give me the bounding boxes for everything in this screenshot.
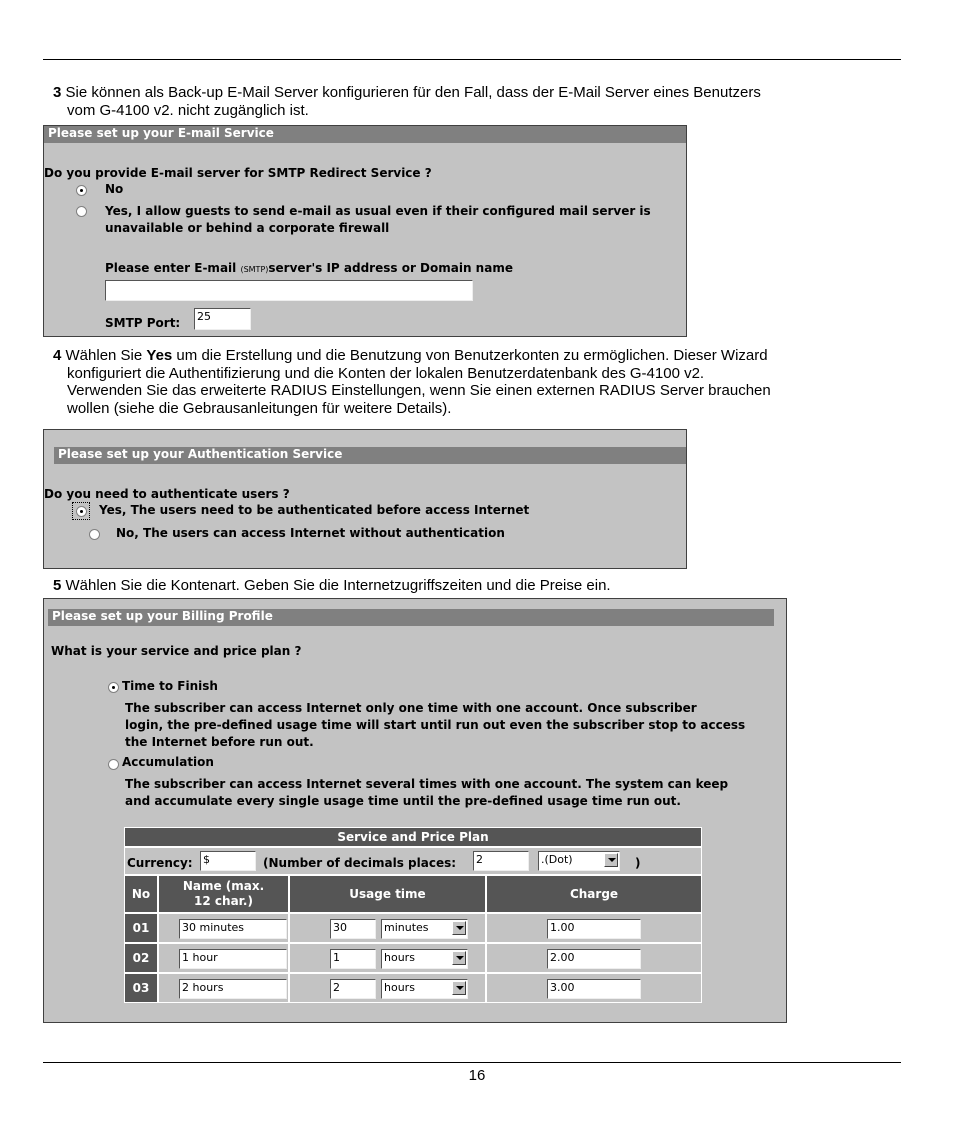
step-number: 3 <box>53 84 62 101</box>
chevron-down-icon[interactable] <box>604 853 618 867</box>
step5-text <box>53 577 913 595</box>
row-usage-input[interactable]: 30 <box>330 919 376 939</box>
page-number: 16 <box>468 1067 486 1084</box>
email-service-panel <box>43 125 687 337</box>
row-name-input[interactable]: 1 hour <box>179 949 287 969</box>
step4-line1b: um die Erstellung und die Benutzung von Benutzerkonten zu ermöglichen. Dieser Wizard <box>172 347 768 364</box>
email-no-label: No <box>105 182 124 196</box>
row-charge-input[interactable]: 3.00 <box>547 979 641 999</box>
row-unit-value: minutes <box>384 921 429 934</box>
chevron-down-icon[interactable] <box>452 981 466 995</box>
row-unit-value: hours <box>384 981 415 994</box>
footer-rule <box>43 1062 901 1063</box>
auth-yes-label: Yes, The users need to be authenticated before access Internet <box>99 503 530 517</box>
step-number: 4 <box>53 347 62 364</box>
decimals-label: (Number of decimals places: <box>263 856 457 870</box>
time-to-finish-radio[interactable] <box>108 682 119 693</box>
separator-value: .(Dot) <box>541 853 573 866</box>
table-title: Service and Price Plan <box>124 827 702 847</box>
smtp-server-label <box>105 261 513 275</box>
step4-text <box>53 347 913 417</box>
email-yes-label-line2: unavailable or behind a corporate firewall <box>105 221 390 235</box>
row-usage-input[interactable]: 1 <box>330 949 376 969</box>
row-no: 02 <box>124 943 158 973</box>
currency-label: Currency: <box>127 856 193 870</box>
step3-line2: vom G-4100 v2. nicht zugänglich ist. <box>67 101 309 119</box>
accumulation-radio[interactable] <box>108 759 119 770</box>
step4-line2: konfiguriert die Authentifizierung und die Konten der lokalen Benutzerdatenbank des G-4100 v2. <box>67 364 705 382</box>
email-panel-title: Please set up your E-mail Service <box>44 126 686 143</box>
smtp-port-input[interactable]: 25 <box>194 308 251 330</box>
email-yes-label-line1: Yes, I allow guests to send e-mail as usual even if their configured mail server is <box>105 204 651 218</box>
price-plan-table <box>124 827 702 1010</box>
col-header-usage: Usage time <box>289 875 486 913</box>
step-number: 5 <box>53 577 62 594</box>
accumulation-desc2: and accumulate every single usage time until the pre-defined usage time run out. <box>125 794 681 808</box>
row-unit-select[interactable] <box>381 919 468 939</box>
smtp-server-label-a: Please enter E-mail <box>105 261 241 275</box>
email-no-radio[interactable] <box>76 185 87 196</box>
col-header-name: Name (max. 12 char.) <box>158 875 289 913</box>
step4-line4: wollen (siehe die Gebrausanleitungen für weitere Details). <box>67 399 452 417</box>
row-unit-select[interactable] <box>381 979 468 999</box>
row-no: 03 <box>124 973 158 1003</box>
chevron-down-icon[interactable] <box>452 921 466 935</box>
time-to-finish-desc2: login, the pre-defined usage time will start until run out even the subscriber stop to access <box>125 718 746 732</box>
row-charge-input[interactable]: 1.00 <box>547 919 641 939</box>
row-name-input[interactable]: 2 hours <box>179 979 287 999</box>
step4-line1a: Wählen Sie <box>65 347 147 364</box>
row-charge-input[interactable]: 2.00 <box>547 949 641 969</box>
step5-line: Wählen Sie die Kontenart. Geben Sie die Internetzugriffszeiten und die Preise ein. <box>65 577 611 594</box>
time-to-finish-desc3: the Internet before run out. <box>125 735 314 749</box>
time-to-finish-label: Time to Finish <box>122 679 218 693</box>
auth-no-radio[interactable] <box>89 529 100 540</box>
close-paren: ) <box>635 856 641 870</box>
step4-yes: Yes <box>146 347 173 364</box>
row-name-input[interactable]: 30 minutes <box>179 919 287 939</box>
step3-text <box>53 84 913 119</box>
row-unit-value: hours <box>384 951 415 964</box>
smtp-small: (SMTP) <box>240 265 269 274</box>
row-unit-select[interactable] <box>381 949 468 969</box>
row-usage-input[interactable]: 2 <box>330 979 376 999</box>
auth-no-label: No, The users can access Internet without authentication <box>116 526 505 540</box>
billing-question: What is your service and price plan ? <box>51 644 302 658</box>
smtp-server-input[interactable] <box>105 280 473 301</box>
accumulation-desc1: The subscriber can access Internet several times with one account. The system can keep <box>125 777 729 791</box>
auth-panel-title: Please set up your Authentication Service <box>54 447 686 464</box>
smtp-server-label-b: server's IP address or Domain name <box>268 261 513 275</box>
auth-yes-radio[interactable] <box>76 506 87 517</box>
step3-line1: Sie können als Back-up E-Mail Server konfigurieren für den Fall, dass der E-Mail Server eines Benutzers <box>65 84 761 101</box>
email-yes-radio[interactable] <box>76 206 87 217</box>
step4-line3: Verwenden Sie das erweiterte RADIUS Einstellungen, wenn Sie einen externen RADIUS Server brauchen <box>67 382 771 399</box>
auth-question: Do you need to authenticate users ? <box>44 487 290 501</box>
separator-select[interactable] <box>538 851 620 871</box>
billing-profile-panel <box>43 598 787 1023</box>
accumulation-label: Accumulation <box>122 755 214 769</box>
currency-row <box>124 847 702 875</box>
chevron-down-icon[interactable] <box>452 951 466 965</box>
col-header-no: No <box>124 875 158 913</box>
email-question: Do you provide E-mail server for SMTP Redirect Service ? <box>44 166 432 180</box>
header-rule <box>43 59 901 60</box>
decimals-input[interactable]: 2 <box>473 851 529 871</box>
currency-input[interactable]: $ <box>200 851 256 871</box>
billing-panel-title: Please set up your Billing Profile <box>48 609 774 626</box>
col-header-charge: Charge <box>486 875 702 913</box>
time-to-finish-desc1: The subscriber can access Internet only one time with one account. Once subscriber <box>125 701 697 715</box>
auth-service-panel <box>43 429 687 569</box>
row-no: 01 <box>124 913 158 943</box>
smtp-port-label: SMTP Port: <box>105 316 181 330</box>
